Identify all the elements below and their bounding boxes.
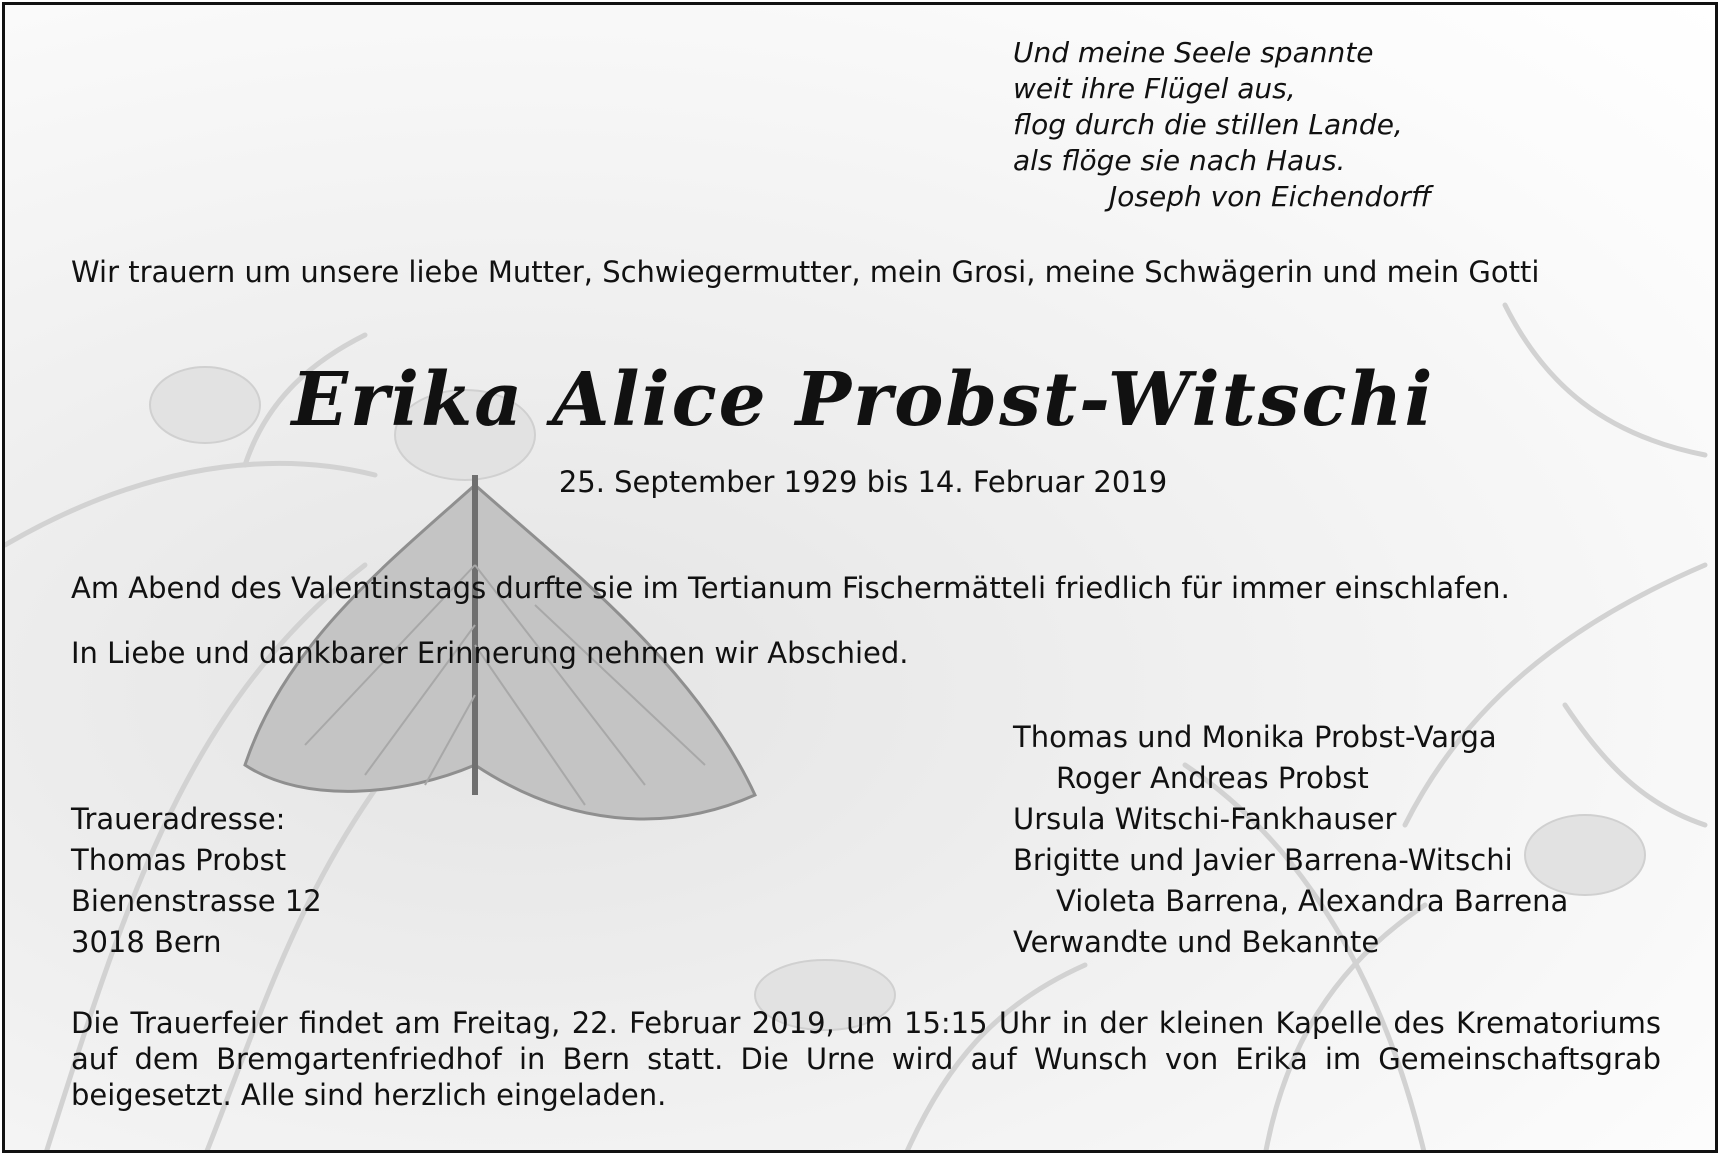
family-entry: Brigitte und Javier Barrena-Witschi <box>1013 843 1513 877</box>
family-entry: Ursula Witschi-Fankhauser <box>1013 802 1397 836</box>
life-dates: 25. September 1929 bis 14. Februar 2019 <box>558 465 1168 499</box>
ceremony-line: Die Trauerfeier findet am Freitag, 22. Februar 2019, um 15:15 Uhr in der kleinen Kapelle des Krematoriums <box>71 1006 1661 1040</box>
poem-quote <box>1013 35 1431 215</box>
farewell-message: In Liebe und dankbarer Erinnerung nehmen wir Abschied. <box>71 636 909 670</box>
intro-text: Wir trauern um unsere liebe Mutter, Schwiegermutter, mein Grosi, meine Schwägerin und mein Gotti <box>71 255 1540 289</box>
ceremony-info <box>71 1005 1661 1113</box>
poem-line: als flöge sie nach Haus. <box>1013 144 1346 177</box>
address-street: Bienenstrasse 12 <box>71 884 322 918</box>
family-entry: Roger Andreas Probst <box>1056 761 1369 795</box>
passing-message: Am Abend des Valentinstags durfte sie im Tertianum Fischermätteli friedlich für immer einschlafen. <box>71 571 1510 605</box>
poem-line: Und meine Seele spannte <box>1013 36 1374 69</box>
poem-author: Joseph von Eichendorff <box>1109 180 1432 213</box>
mourning-address <box>71 799 322 963</box>
poem-line: weit ihre Flügel aus, <box>1013 72 1296 105</box>
deceased-name: Erika Alice Probst-Witschi <box>291 357 1435 443</box>
ceremony-line: auf dem Bremgartenfriedhof in Bern statt. Die Urne wird auf Wunsch von Erika im Gemeinschaftsgrab <box>71 1042 1661 1076</box>
poem-line: flog durch die stillen Lande, <box>1013 108 1403 141</box>
address-name: Thomas Probst <box>71 843 287 877</box>
family-list <box>1013 717 1568 963</box>
family-entry: Violeta Barrena, Alexandra Barrena <box>1056 884 1569 918</box>
address-city: 3018 Bern <box>71 925 222 959</box>
ceremony-line: beigesetzt. Alle sind herzlich eingeladen. <box>71 1078 667 1112</box>
obituary-card <box>2 2 1718 1153</box>
address-label: Traueradresse: <box>71 802 286 836</box>
family-entry: Verwandte und Bekannte <box>1013 925 1380 959</box>
family-entry: Thomas und Monika Probst-Varga <box>1013 720 1497 754</box>
